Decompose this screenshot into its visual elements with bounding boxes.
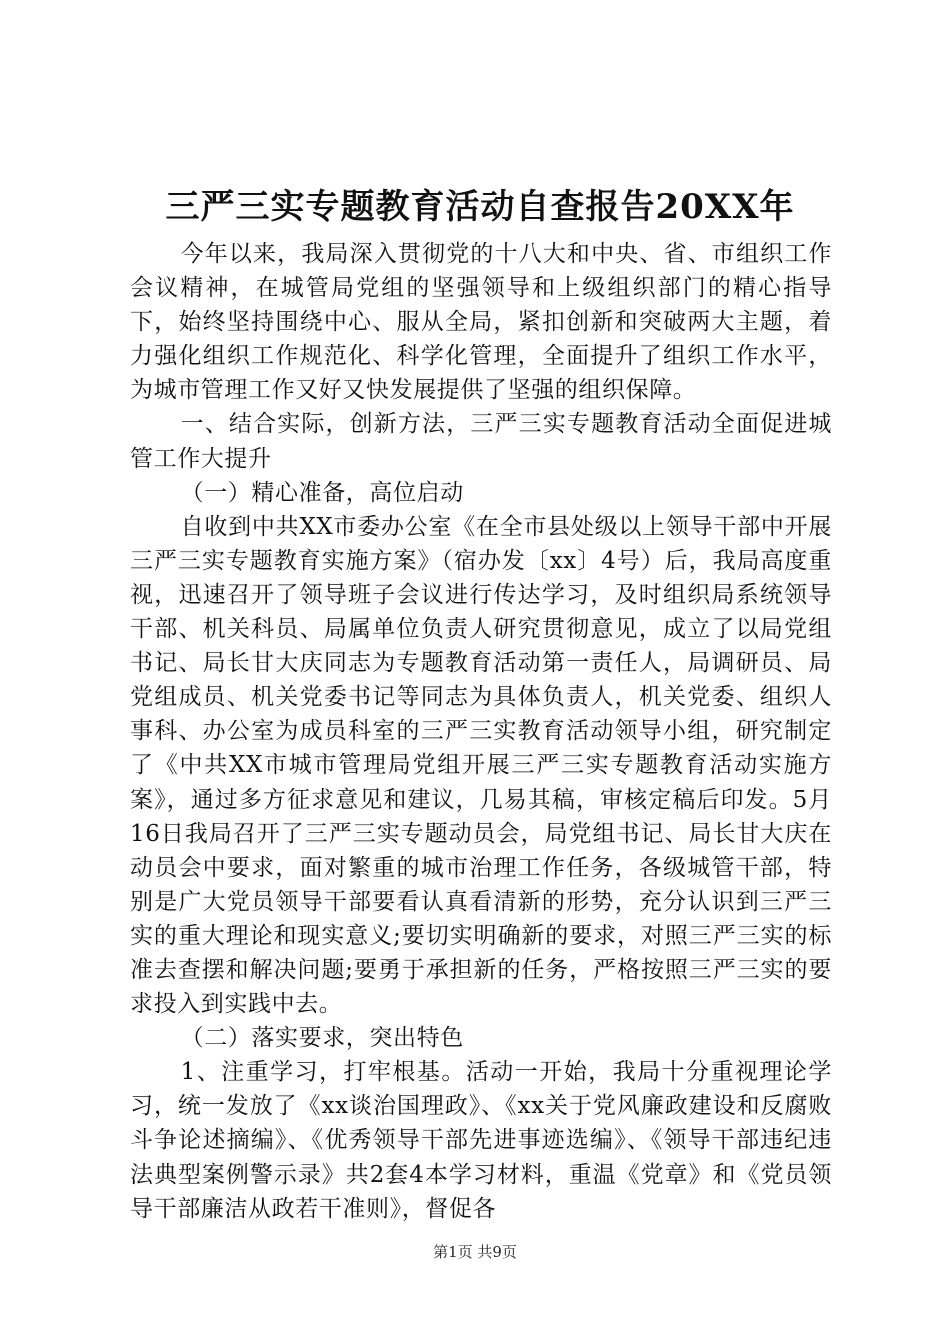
document-title: 三严三实专题教育活动自查报告20XX年: [165, 187, 795, 227]
subsection-heading-1: （一）精心准备，高位启动: [180, 479, 464, 506]
document-body: [130, 237, 832, 1226]
paragraph-subsection-2: 1、注重学习，打牢根基。活动一开始，我局十分重视理论学习，统一发放了《xx谈治国理政》、《xx关于党风廉政建设和反腐败斗争论述摘编》、《优秀领导干部先进事迹选编》、《领导干部违纪违法典型案例警示录》共2套4本学习材料，重温《党章》和《党员领导干部廉洁从政若干准则》，督促各: [130, 1059, 832, 1222]
page-footer: 第1页 共9页: [433, 1243, 517, 1261]
paragraph-subsection-1: 自收到中共XX市委办公室《在全市县处级以上领导干部中开展三严三实专题教育实施方案》（宿办发〔xx〕4号）后，我局高度重视，迅速召开了领导班子会议进行传达学习，及时组织局系统领导干部、机关科员、局属单位负责人研究贯彻意见，成立了以局党组书记、局长甘大庆同志为专题教育活动第一责任人，局调研员、局党组成员、机关党委书记等同志为具体负责人，机关党委、组织人事科、办公室为成员科室的三严三实教育活动领导小组，研究制定了《中共XX市城市管理局党组开展三严三实专题教育活动实施方案》，通过多方征求意见和建议，几易其稿，审核定稿后印发。5月16日我局召开了三严三实专题动员会，局党组书记、局长甘大庆在动员会中要求，面对繁重的城市治理工作任务，各级城管干部，特别是广大党员领导干部要看认真看清新的形势，充分认识到三严三实的重大理论和现实意义;要切实明确新的要求，对照三严三实的标准去查摆和解决问题;要勇于承担新的任务，严格按照三严三实的要求投入到实践中去。: [130, 513, 832, 1018]
subsection-heading-2: （二）落实要求，突出特色: [180, 1025, 464, 1052]
section-heading-1: 一、结合实际，创新方法，三严三实专题教育活动全面促进城管工作大提升: [130, 411, 832, 472]
paragraph-intro: 今年以来，我局深入贯彻党的十八大和中央、省、市组织工作会议精神，在城管局党组的坚强领导和上级组织部门的精心指导下，始终坚持围绕中心、服从全局，紧扣创新和突破两大主题，着力强化组织工作规范化、科学化管理，全面提升了组织工作水平，为城市管理工作又好又快发展提供了坚强的组织保障。: [130, 241, 832, 404]
